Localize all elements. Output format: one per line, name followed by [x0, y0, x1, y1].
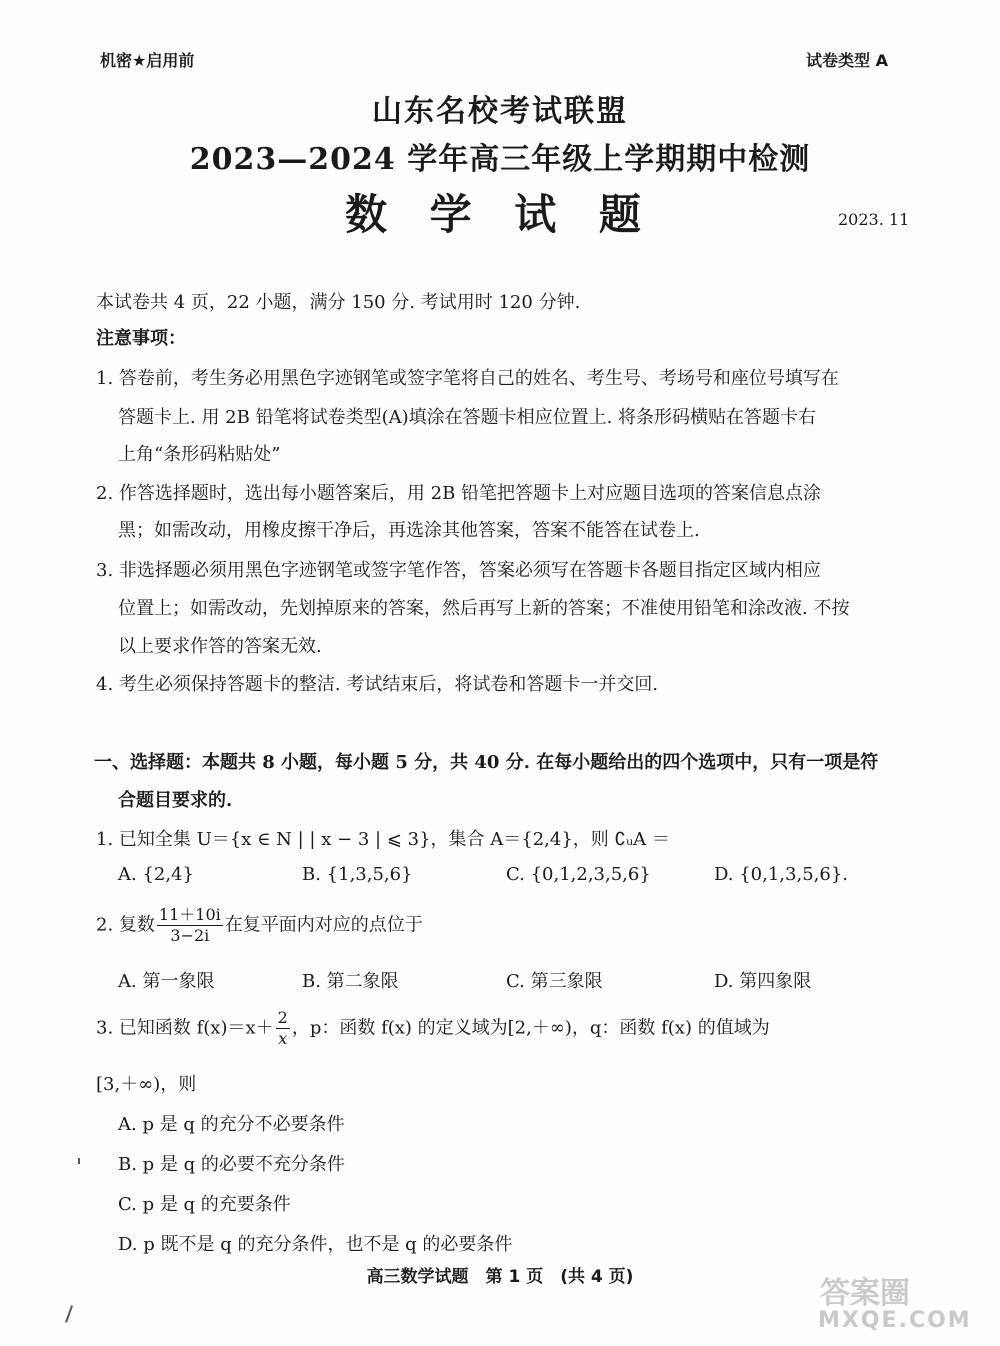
- q3-option-d: D. p 既不是 q 的充分条件，也不是 q 的必要条件: [118, 1234, 513, 1255]
- section1-heading: 一、选择题：本题共 8 小题，每小题 5 分，共 40 分. 在每小题给出的四个选项中，只有一项是符: [94, 752, 879, 773]
- notice-2-line-2: 黑；如需改动，用橡皮擦干净后，再选涂其他答案，答案不能答在试卷上.: [118, 520, 700, 541]
- notice-3-line-3: 以上要求作答的答案无效.: [118, 636, 322, 657]
- q1-option-d: D. {0,1,3,5,6}.: [714, 864, 849, 885]
- notice-1-line-1: 1. 答卷前，考生务必用黑色字迹钢笔或签字笔将自己的姓名、考生号、考场号和座位号填写在: [96, 368, 839, 389]
- q2-option-a: A. 第一象限: [118, 971, 215, 992]
- watermark-site: MXQE.COM: [818, 1308, 972, 1333]
- q3-stem: [96, 1008, 770, 1049]
- subject-title: 数 学 试 题: [345, 190, 655, 239]
- notice-heading: 注意事项：: [96, 328, 186, 349]
- q3-option-c: C. p 是 q 的充要条件: [118, 1194, 291, 1215]
- notice-2-line-1: 2. 作答选择题时，选出每小题答案后，用 2B 铅笔把答题卡上对应题目选项的答案信息点涂: [96, 483, 822, 504]
- scan-mark: [65, 1305, 73, 1323]
- q2-option-d: D. 第四象限: [714, 971, 812, 992]
- q2-prefix: 2. 复数: [96, 914, 155, 936]
- q2-option-c: C. 第三象限: [506, 971, 603, 992]
- confidential-label: 机密★启用前: [100, 51, 195, 70]
- notice-1-line-3: 上角“条形码粘贴处”: [118, 444, 281, 465]
- q1-option-b: B. {1,3,5,6}: [302, 864, 413, 885]
- exam-title: 2023—2024 学年高三年级上学期期中检测: [189, 142, 811, 177]
- q2-option-b: B. 第二象限: [302, 971, 399, 992]
- notice-3-line-2: 位置上；如需改动，先划掉原来的答案，然后再写上新的答案；不准使用铅笔和涂改液. 不按: [118, 598, 850, 619]
- scan-speck: [78, 1158, 80, 1164]
- page-footer: 高三数学试题 第 1 页 (共 4 页): [366, 1267, 634, 1287]
- q2-fraction: [157, 905, 223, 946]
- q2-denominator: 3−2i: [170, 926, 210, 945]
- q2-suffix: 在复平面内对应的点位于: [224, 914, 423, 936]
- notice-3-line-1: 3. 非选择题必须用黑色字迹钢笔或签字笔作答，答案必须写在答题卡各题目指定区域内相应: [96, 560, 821, 581]
- q1-stem: 1. 已知全集 U＝{x ∈ N | | x − 3 | ⩽ 3}，集合 A＝{2,4}，则 ∁ᵤA ＝: [96, 829, 670, 850]
- q3-prefix: 3. 已知函数 f(x)＝x＋: [96, 1017, 274, 1039]
- section1-heading-cont: 合题目要求的.: [118, 790, 233, 811]
- q3-option-b: B. p 是 q 的必要不充分条件: [118, 1154, 345, 1175]
- notice-4-line-1: 4. 考生必须保持答题卡的整洁. 考试结束后，将试卷和答题卡一并交回.: [96, 674, 659, 695]
- watermark-logo: 答案圈: [820, 1276, 910, 1311]
- q2-stem: [96, 905, 423, 946]
- intro-text: 本试卷共 4 页，22 小题，满分 150 分. 考试用时 120 分钟.: [96, 292, 581, 313]
- org-title: 山东名校考试联盟: [372, 94, 628, 129]
- q1-option-c: C. {0,1,2,3,5,6}: [506, 864, 651, 885]
- exam-date: 2023. 11: [838, 210, 910, 229]
- q3-denominator: x: [278, 1029, 288, 1048]
- q2-numerator: 11＋10i: [158, 905, 221, 924]
- notice-1-line-2: 答题卡上. 用 2B 铅笔将试卷类型(A)填涂在答题卡相应位置上. 将条形码横贴在答题卡右: [118, 407, 817, 428]
- q3-stem-cont: [3,＋∞)，则: [96, 1074, 197, 1095]
- paper-type-label: 试卷类型 A: [806, 51, 888, 70]
- q1-option-a: A. {2,4}: [118, 864, 194, 885]
- q3-fraction: [276, 1008, 290, 1049]
- q3-option-a: A. p 是 q 的充分不必要条件: [118, 1114, 345, 1135]
- q3-suffix: ，p：函数 f(x) 的定义域为[2,＋∞)，q：函数 f(x) 的值域为: [291, 1017, 770, 1039]
- q3-numerator: 2: [277, 1008, 288, 1027]
